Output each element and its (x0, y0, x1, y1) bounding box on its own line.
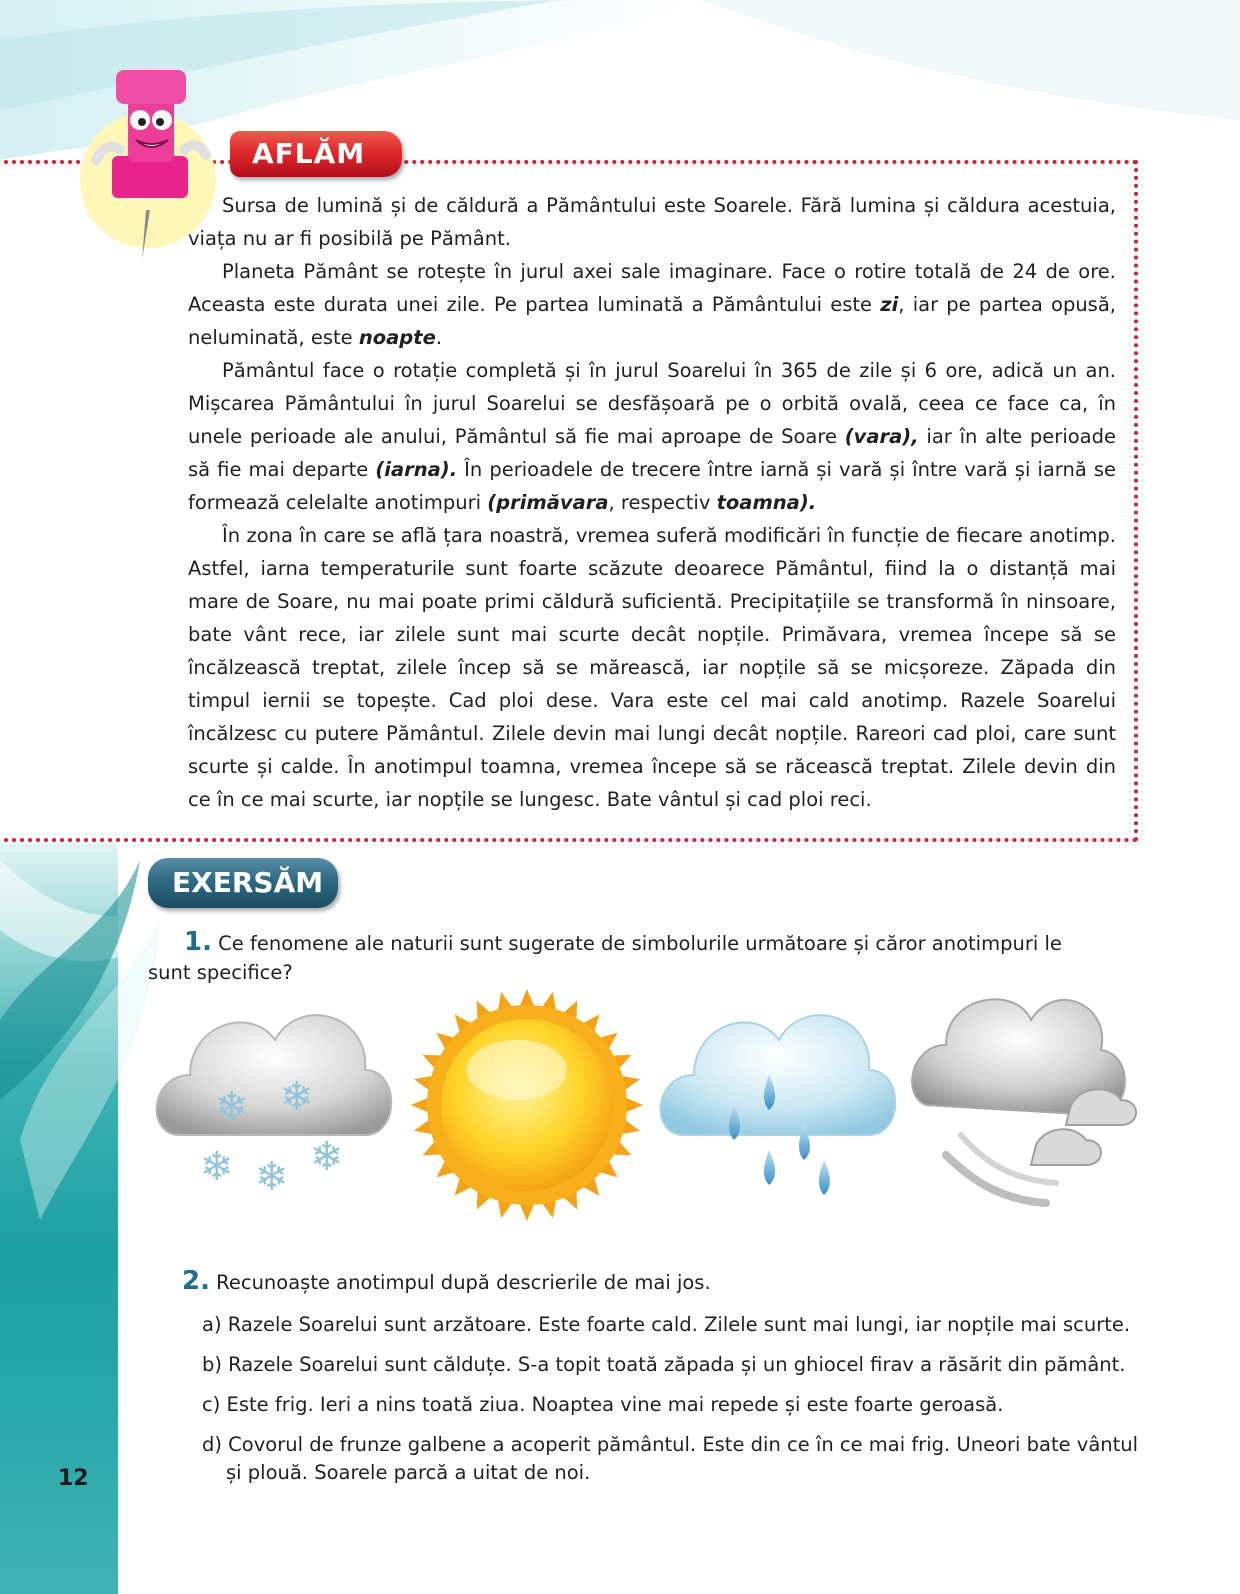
svg-text:❄: ❄ (310, 1134, 344, 1180)
svg-text:❄: ❄ (200, 1144, 234, 1190)
emphasized-term: toamna). (716, 491, 817, 514)
paragraph-text: iar în alte perioade să fie mai departe (188, 425, 1116, 481)
learn-text (188, 189, 1116, 816)
paragraph-text: În perioadele de trecere între iarnă și vară și între vară și iarnă se formează celelalte anotimpuri (188, 458, 1116, 514)
paragraph-text: , iar pe partea opusă, neluminată, este (188, 293, 1116, 349)
svg-text:❄: ❄ (215, 1084, 249, 1130)
section-title: AFLĂM (252, 137, 366, 170)
question-2 (182, 1266, 711, 1296)
emphasized-term: (vara), (844, 425, 919, 448)
question-text: Ce fenomene ale naturii sunt sugerate de simbolurile următoare și căror anotimpuri le sunt specifice? (148, 932, 1062, 984)
emphasized-term: (primăvara (487, 491, 609, 514)
section-tab-aflam (230, 131, 402, 177)
question-number: 2. (182, 1266, 210, 1296)
section-tab-exersam (148, 858, 338, 908)
section-title: EXERSĂM (172, 866, 324, 899)
question-number: 1. (184, 927, 212, 957)
emphasized-term: zi (880, 293, 899, 316)
learn-paragraph (188, 354, 1116, 519)
question-text: Recunoaște anotimpul după descrierile de mai jos. (216, 1271, 711, 1294)
sun-icon (402, 985, 652, 1225)
paragraph-text: Pământul face o rotație completă și în jurul Soarelui în 365 de zile și 6 ore, adică un an. Mișcarea Pământului în jurul Soarelui se desfășoară pe o orbită ovală, ceea ce face ca, în unele perioade ale anului, Pământul să fie mai aproape de Soare (188, 359, 1116, 448)
question-1 (148, 928, 1108, 987)
page-number: 12 (58, 1466, 89, 1491)
emphasized-term: noapte (358, 326, 436, 349)
wind-cloud-icon (906, 985, 1156, 1225)
learn-paragraph (188, 519, 1116, 816)
learn-paragraph (188, 189, 1116, 255)
svg-text:❄: ❄ (255, 1154, 289, 1200)
paragraph-text: Planeta Pământ se rotește în jurul axei sale imaginare. Face o rotire totală de 24 de ore. Aceasta este durata unei zile. Pe partea luminată a Pământului este (188, 260, 1116, 316)
paragraph-text: . (435, 326, 443, 349)
list-item: c) Este frig. Ieri a nins toată ziua. Noaptea vine mai repede și este foarte geroasă. (202, 1393, 1004, 1416)
answer-list (202, 1311, 1152, 1499)
list-item: d) Covorul de frunze galbene a acoperit pământul. Este din ce în ce mai frig. Uneori bate vântul și plouă. Soarele parcă a uitat de noi. (202, 1433, 1139, 1484)
paragraph-text: În zona în care se află țara noastră, vremea suferă modificări în funcție de fiecare anotimp. Astfel, iarna temperaturile sunt foarte scăzute deoarece Pământul, fiind la o distanță mai mare de Soare, nu mai poate primi căldură suficientă. Precipitațiile se transformă în ninsoare, bate vânt rece, iar zilele sunt mai scurte decât nopțile. Primăvara, vremea începe să se încălzească treptat, zilele încep să se mărească, iar nopțile să se micșoreze. Zăpada din timpul iernii se topește. Cad ploi dese. Vara este cel mai cald anotimp. Razele Soarelui încălzesc cu putere Pământul. Zilele devin mai lungi decât nopțile. Rareori cad ploi, care sunt scurte și calde. În anotimpul toamna, vremea începe să se răcească treptat. Zilele devin din ce în ce mai scurte, iar nopțile se lungesc. Bate vântul și cad ploi reci. (188, 524, 1116, 811)
emphasized-term: (iarna). (375, 458, 458, 481)
list-item: b) Razele Soarelui sunt călduțe. S-a topit toată zăpada și un ghiocel firav a răsărit din pământ. (202, 1353, 1126, 1376)
paragraph-text: , respectiv (608, 491, 717, 514)
learn-paragraph (188, 255, 1116, 354)
list-item: a) Razele Soarelui sunt arzătoare. Este foarte cald. Zilele sunt mai lungi, iar nopțile mai scurte. (202, 1313, 1131, 1336)
snow-cloud-icon (150, 985, 400, 1225)
rain-cloud-icon (654, 985, 904, 1225)
paragraph-text: Sursa de lumină și de căldură a Pământului este Soarele. Fără lumina și căldura acestuia, viața nu ar fi posibilă pe Pământ. (188, 194, 1116, 250)
weather-icons-row (150, 985, 1150, 1225)
svg-text:❄: ❄ (280, 1074, 314, 1120)
